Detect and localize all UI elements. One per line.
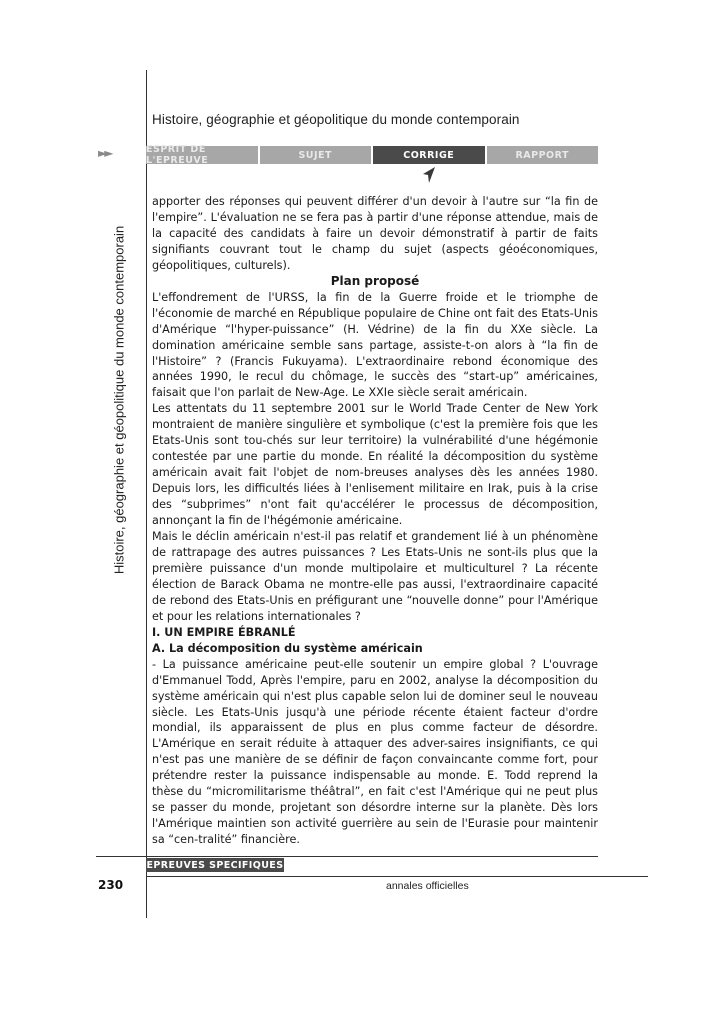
section-tab-bar [146,146,598,164]
plan-heading: Plan proposé [330,273,420,288]
page-number: 230 [98,878,124,892]
tab-corrige[interactable]: CORRIGE [371,146,485,164]
tab-rapport[interactable]: RAPPORT [485,146,599,164]
double-arrow-icon: ►► [98,146,111,160]
body-paragraph: Les attentats du 11 septembre 2001 sur le World Trade Center de New York montraient de manière singulière et symbolique (c'est la première fois que les Etats-Unis sont tou-chés sur leur territoire) la vulnérabilité d'une hégémonie contestée par une partie du monde. En réalité la décomposition du système américain avait fait l'objet de nom-breuses analyses dès les années 1980. Depuis lors, les difficultés liées à l'enlisement militaire en Irak, puis à la crise des “subprimes” n'ont fait qu'accélérer le processus de décomposition, annonçant la fin de l'hégémonie américaine. [152,402,598,528]
footer-rule [146,876,648,877]
sidebar-vertical-title: Histoire, géographie et géopolitique du monde contemporain [111,225,127,575]
page-header-title: Histoire, géographie et géopolitique du monde contemporain [152,112,520,127]
main-content [152,194,598,848]
cursor-arrow-icon [422,166,436,184]
vertical-rule [146,70,147,918]
tab-esprit-de-l-epreuve[interactable]: ESPRIT DE L'EPREUVE [146,146,258,164]
tab-sujet[interactable]: SUJET [258,146,372,164]
intro-paragraph: apporter des réponses qui peuvent différer d'un devoir à l'autre sur “la fin de l'empire”. L'évaluation ne se fera pas à partir d'une réponse attendue, mais de la capacité des candidats à faire un devoir démonstratif à partir de faits signifiants couvrant tout le champ du sujet (aspects géoéconomiques, géopolitiques, culturels). [152,195,598,272]
body-paragraph: L'effondrement de l'URSS, la fin de la Guerre froide et le triomphe de l'économie de marché en République populaire de Chine ont fait des Etats-Unis d'Amérique “l'hyper-puissance” (H. Védrine) de la fin du XXe siècle. La domination américaine semble sans partage, assiste-t-on alors à “la fin de l'Histoire” ? (Francis Fukuyama). L'extraordinaire rebond économique des années 1990, le recul du chômage, le succès des “start-up” américaines, faisait que l'on parlait de New-Age. Le XXIe siècle serait américain. [152,290,598,400]
body-paragraph: Mais le déclin américain n'est-il pas relatif et grandement lié à un phénomène de rattrapage des autres puissances ? Les Etats-Unis ne sont-ils plus que la première puissance d'un monde multipolaire et multiculturel ? La récente élection de Barack Obama ne montre-elle pas aussi, l'extraordinaire capacité de rebond des Etats-Unis en préfigurant une “nouvelle donne” pour l'Amérique et pour les relations internationales ? [152,530,598,623]
publication-name: annales officielles [386,880,469,892]
footer-divider [96,856,598,857]
footer-section-label: EPREUVES SPECIFIQUES [146,859,284,871]
section-heading: I. UN EMPIRE ÉBRANLÉ [152,625,296,639]
section-paragraph: - La puissance américaine peut-elle soutenir un empire global ? L'ouvrage d'Emmanuel Todd, Après l'empire, paru en 2002, analyse la décomposition du système américain qui n'est plus capable selon lui de dominer seul le nouveau siècle. Les Etats-Unis jusqu'à une période récente étaient facteur d'ordre mondial, ils apparaissent de plus en plus comme facteur de désordre. L'Amérique en serait réduite à attaquer des adver-saires insignifiants, ce qui n'est pas une manière de se définir de façon convaincante comme fort, pour prétendre rester la puissance indispensable au monde. E. Todd reprend la thèse du “micromilitarisme théâtral”, en fait c'est l'Amérique qui ne peut plus se passer du monde, projetant son désordre interne sur la planète. Dès lors l'Amérique maintien son activité guerrière au sein de l'Eurasie pour maintenir sa “cen-tralité” financière. [152,657,598,847]
subsection-heading: A. La décomposition du système américain [152,641,423,655]
